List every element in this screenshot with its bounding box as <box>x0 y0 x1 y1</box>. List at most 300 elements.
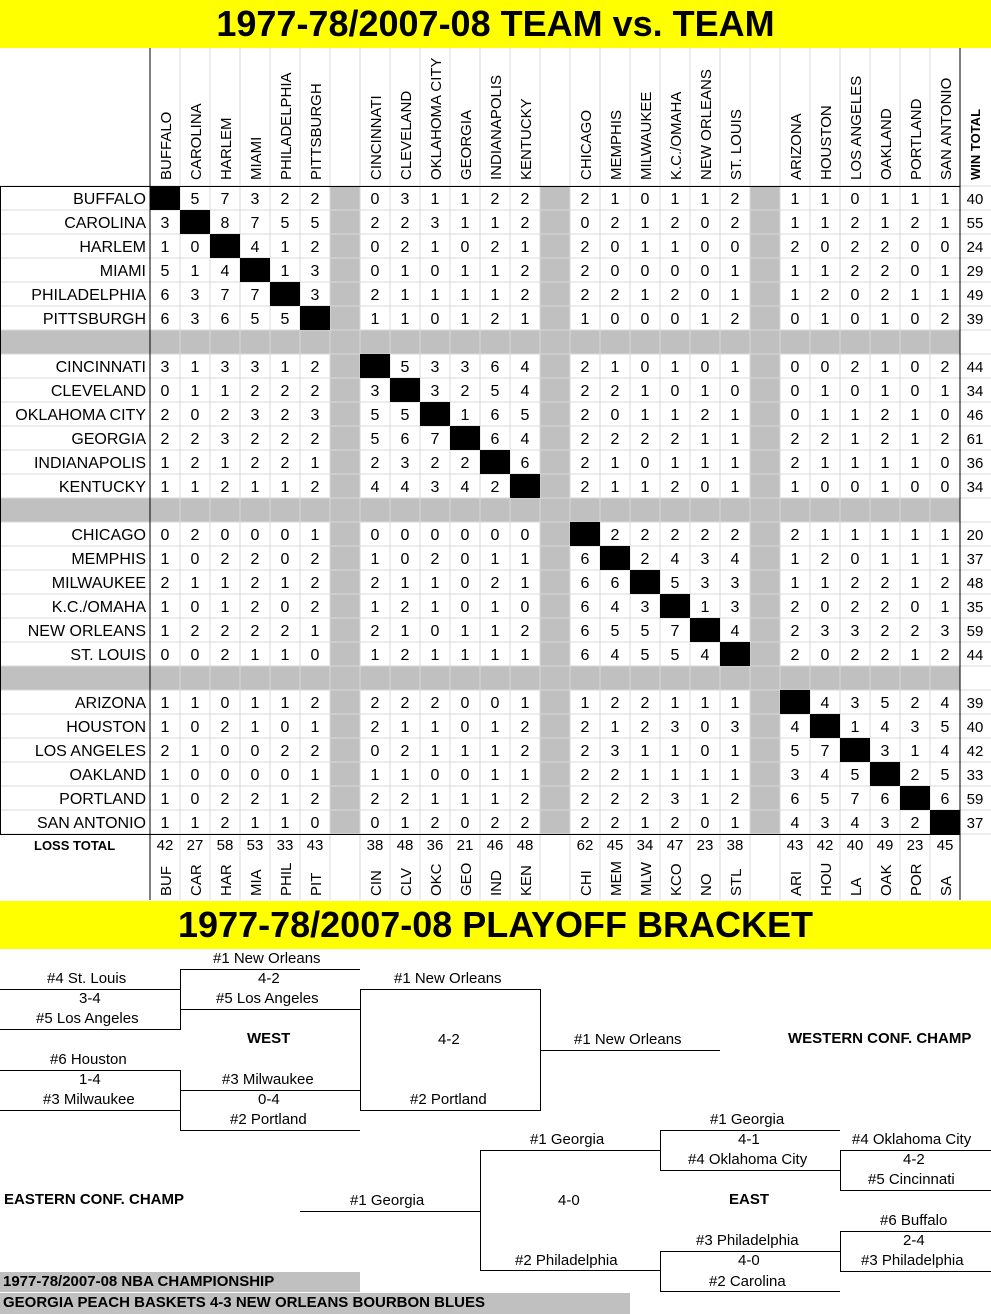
loss-total-value: 27 <box>186 837 204 854</box>
column-header-team: LOS ANGELES <box>848 75 865 180</box>
result-cell: 2 <box>580 239 590 256</box>
result-cell: 1 <box>640 215 650 232</box>
result-cell: 2 <box>580 719 590 736</box>
result-cell: 2 <box>790 623 800 640</box>
row-header-team: CAROLINA <box>64 215 146 232</box>
result-cell: 1 <box>400 623 410 640</box>
result-cell: 2 <box>310 383 320 400</box>
result-cell: 2 <box>880 287 890 304</box>
result-cell: 0 <box>850 383 860 400</box>
result-cell: 2 <box>250 431 260 448</box>
result-cell: 1 <box>280 263 290 280</box>
result-cell: 4 <box>520 359 530 376</box>
result-cell: 0 <box>670 263 680 280</box>
result-cell: 0 <box>160 527 170 544</box>
result-cell: 2 <box>670 527 680 544</box>
result-cell: 0 <box>940 479 950 496</box>
result-cell: 0 <box>910 479 920 496</box>
result-cell: 6 <box>400 431 410 448</box>
result-cell: 1 <box>730 455 740 472</box>
championship-title: 1977-78/2007-08 NBA CHAMPIONSHIP <box>0 1272 360 1292</box>
result-cell: 1 <box>310 767 320 784</box>
result-cell: 2 <box>640 431 650 448</box>
result-cell: 2 <box>310 239 320 256</box>
column-abbrev: KCO <box>668 863 685 896</box>
result-cell: 1 <box>940 551 950 568</box>
result-cell: 1 <box>640 407 650 424</box>
result-cell: 0 <box>370 743 380 760</box>
result-cell: 2 <box>820 551 830 568</box>
result-cell: 2 <box>790 647 800 664</box>
result-cell: 3 <box>700 575 710 592</box>
result-cell: 1 <box>490 263 500 280</box>
bracket-score: 4-0 <box>558 1192 580 1209</box>
result-cell: 0 <box>190 551 200 568</box>
east-label: EAST <box>729 1191 770 1208</box>
result-cell: 2 <box>400 239 410 256</box>
result-cell: 2 <box>160 431 170 448</box>
result-cell: 2 <box>610 815 620 832</box>
result-cell: 0 <box>220 527 230 544</box>
result-cell: 2 <box>730 311 740 328</box>
result-cell: 1 <box>940 263 950 280</box>
result-cell: 1 <box>610 359 620 376</box>
result-cell: 2 <box>280 407 290 424</box>
column-header-team: PITTSBURGH <box>308 83 325 180</box>
result-cell: 2 <box>370 623 380 640</box>
result-cell: 4 <box>610 647 620 664</box>
result-cell: 2 <box>850 575 860 592</box>
result-cell: 2 <box>310 695 320 712</box>
result-cell: 2 <box>580 407 590 424</box>
result-cell: 1 <box>880 455 890 472</box>
bracket-team: #6 Houston <box>50 1051 127 1068</box>
result-cell: 3 <box>790 767 800 784</box>
result-cell: 1 <box>850 431 860 448</box>
result-cell: 1 <box>370 767 380 784</box>
result-cell: 2 <box>790 431 800 448</box>
result-cell: 1 <box>730 743 740 760</box>
result-cell: 1 <box>490 767 500 784</box>
result-cell: 0 <box>700 359 710 376</box>
result-cell: 5 <box>370 431 380 448</box>
diagonal-cell <box>240 258 270 282</box>
column-abbrev: LA <box>848 877 865 896</box>
result-cell: 1 <box>430 287 440 304</box>
result-cell: 2 <box>940 359 950 376</box>
result-cell: 3 <box>430 383 440 400</box>
result-cell: 5 <box>670 647 680 664</box>
result-cell: 1 <box>490 719 500 736</box>
result-cell: 0 <box>850 551 860 568</box>
result-cell: 1 <box>700 311 710 328</box>
column-abbrev: SA <box>938 875 955 896</box>
result-cell: 3 <box>460 359 470 376</box>
loss-total-value: 21 <box>456 837 474 854</box>
result-cell: 2 <box>220 647 230 664</box>
result-cell: 1 <box>640 767 650 784</box>
diagonal-cell <box>420 402 450 426</box>
result-cell: 2 <box>610 287 620 304</box>
result-cell: 2 <box>520 215 530 232</box>
result-cell: 2 <box>880 599 890 616</box>
result-cell: 0 <box>370 815 380 832</box>
result-cell: 1 <box>220 575 230 592</box>
row-header-team: MILWAUKEE <box>51 575 146 592</box>
win-total-value: 44 <box>966 647 984 664</box>
result-cell: 1 <box>220 383 230 400</box>
result-cell: 2 <box>430 455 440 472</box>
result-cell: 2 <box>730 191 740 208</box>
result-cell: 3 <box>430 359 440 376</box>
result-cell: 0 <box>370 191 380 208</box>
column-header-team: OAKLAND <box>878 108 895 180</box>
result-cell: 0 <box>460 767 470 784</box>
result-cell: 1 <box>610 191 620 208</box>
result-cell: 1 <box>280 575 290 592</box>
result-cell: 1 <box>250 815 260 832</box>
result-cell: 3 <box>940 623 950 640</box>
result-cell: 1 <box>250 647 260 664</box>
result-cell: 1 <box>730 695 740 712</box>
result-cell: 2 <box>580 431 590 448</box>
win-total-value: 37 <box>966 551 984 568</box>
column-abbrev: MLW <box>638 862 655 896</box>
row-header-team: CHICAGO <box>71 527 146 544</box>
result-cell: 4 <box>520 431 530 448</box>
result-cell: 1 <box>400 263 410 280</box>
result-cell: 1 <box>220 455 230 472</box>
result-cell: 2 <box>910 695 920 712</box>
column-header-team: MILWAUKEE <box>638 91 655 180</box>
result-cell: 2 <box>310 575 320 592</box>
result-cell: 2 <box>490 575 500 592</box>
result-cell: 6 <box>160 287 170 304</box>
diagonal-cell <box>840 738 870 762</box>
result-cell: 2 <box>850 359 860 376</box>
result-cell: 1 <box>670 767 680 784</box>
result-cell: 1 <box>820 263 830 280</box>
result-cell: 1 <box>250 695 260 712</box>
result-cell: 5 <box>490 383 500 400</box>
result-cell: 1 <box>520 551 530 568</box>
result-cell: 2 <box>610 695 620 712</box>
diagonal-cell <box>300 306 330 330</box>
result-cell: 2 <box>310 479 320 496</box>
result-cell: 0 <box>700 239 710 256</box>
result-cell: 0 <box>190 767 200 784</box>
bracket-score: 3-4 <box>79 990 101 1007</box>
result-cell: 1 <box>160 695 170 712</box>
result-cell: 1 <box>670 743 680 760</box>
loss-total-value: 40 <box>846 837 864 854</box>
result-cell: 1 <box>730 815 740 832</box>
result-cell: 1 <box>490 215 500 232</box>
result-cell: 0 <box>610 311 620 328</box>
result-cell: 0 <box>190 599 200 616</box>
bracket-score: 4-2 <box>438 1031 460 1048</box>
result-cell: 1 <box>520 239 530 256</box>
result-cell: 3 <box>730 575 740 592</box>
row-header-team: CLEVELAND <box>50 383 146 400</box>
result-cell: 7 <box>220 287 230 304</box>
result-cell: 1 <box>400 311 410 328</box>
result-cell: 1 <box>940 215 950 232</box>
result-cell: 0 <box>670 311 680 328</box>
result-cell: 2 <box>400 215 410 232</box>
result-cell: 1 <box>640 383 650 400</box>
result-cell: 1 <box>280 479 290 496</box>
result-cell: 1 <box>160 623 170 640</box>
result-cell: 2 <box>190 455 200 472</box>
row-header-team: ST. LOUIS <box>70 647 146 664</box>
bracket-team: #1 Georgia <box>530 1131 605 1148</box>
diagonal-cell <box>780 690 810 714</box>
result-cell: 0 <box>820 239 830 256</box>
win-total-value: 39 <box>966 695 984 712</box>
bracket-team: #2 Portland <box>410 1091 487 1108</box>
bracket-score: 4-2 <box>903 1151 925 1168</box>
loss-total-label: LOSS TOTAL <box>34 838 116 853</box>
result-cell: 2 <box>610 791 620 808</box>
result-cell: 3 <box>220 359 230 376</box>
result-cell: 1 <box>940 383 950 400</box>
result-cell: 2 <box>580 287 590 304</box>
result-cell: 4 <box>610 599 620 616</box>
row-header-team: OAKLAND <box>69 767 146 784</box>
loss-total-value: 48 <box>516 837 534 854</box>
result-cell: 2 <box>790 527 800 544</box>
loss-total-value: 36 <box>426 837 444 854</box>
result-cell: 1 <box>370 311 380 328</box>
result-cell: 2 <box>250 599 260 616</box>
result-cell: 2 <box>520 719 530 736</box>
result-cell: 1 <box>160 551 170 568</box>
result-cell: 1 <box>820 527 830 544</box>
win-total-value: 39 <box>966 311 984 328</box>
west-label: WEST <box>247 1030 291 1047</box>
result-cell: 2 <box>250 791 260 808</box>
result-cell: 1 <box>520 695 530 712</box>
result-cell: 0 <box>400 527 410 544</box>
row-header-team: MEMPHIS <box>71 551 146 568</box>
bracket-score: 2-4 <box>903 1232 925 1249</box>
result-cell: 1 <box>880 311 890 328</box>
result-cell: 2 <box>490 239 500 256</box>
result-cell: 3 <box>880 815 890 832</box>
row-header-team: OKLAHOMA CITY <box>15 407 146 424</box>
result-cell: 0 <box>460 719 470 736</box>
column-abbrev: ARI <box>788 870 805 896</box>
result-cell: 3 <box>220 431 230 448</box>
result-cell: 5 <box>940 767 950 784</box>
loss-total-value: 43 <box>306 837 324 854</box>
result-cell: 1 <box>220 599 230 616</box>
result-cell: 0 <box>190 407 200 424</box>
column-abbrev: CLV <box>398 867 415 896</box>
result-cell: 2 <box>160 743 170 760</box>
result-cell: 1 <box>910 743 920 760</box>
result-cell: 0 <box>220 695 230 712</box>
result-cell: 2 <box>220 791 230 808</box>
result-cell: 1 <box>370 599 380 616</box>
result-cell: 3 <box>850 623 860 640</box>
result-cell: 4 <box>370 479 380 496</box>
loss-total-value: 45 <box>936 837 954 854</box>
loss-total-value: 34 <box>636 837 654 854</box>
result-cell: 2 <box>370 215 380 232</box>
bracket-score: 4-2 <box>258 970 280 987</box>
result-cell: 0 <box>910 263 920 280</box>
result-cell: 4 <box>790 719 800 736</box>
row-header-team: LOS ANGELES <box>34 743 146 760</box>
result-cell: 2 <box>670 479 680 496</box>
result-cell: 2 <box>820 431 830 448</box>
loss-total-value: 23 <box>906 837 924 854</box>
row-header-team: BUFFALO <box>73 191 146 208</box>
result-cell: 2 <box>940 311 950 328</box>
result-cell: 4 <box>460 479 470 496</box>
result-cell: 0 <box>520 527 530 544</box>
result-cell: 4 <box>400 479 410 496</box>
bracket-score: 4-1 <box>738 1131 760 1148</box>
column-abbrev: IND <box>488 870 505 896</box>
result-cell: 1 <box>430 791 440 808</box>
result-cell: 3 <box>310 263 320 280</box>
result-cell: 6 <box>580 575 590 592</box>
page-title: 1977-78/2007-08 TEAM vs. TEAM <box>0 0 991 48</box>
result-cell: 2 <box>580 479 590 496</box>
diagonal-cell <box>510 474 540 498</box>
result-cell: 2 <box>940 575 950 592</box>
result-cell: 1 <box>670 239 680 256</box>
result-cell: 1 <box>910 407 920 424</box>
result-cell: 1 <box>610 479 620 496</box>
result-cell: 7 <box>670 623 680 640</box>
result-cell: 1 <box>520 311 530 328</box>
column-abbrev: MIA <box>248 869 265 896</box>
result-cell: 0 <box>730 383 740 400</box>
result-cell: 1 <box>370 647 380 664</box>
result-cell: 5 <box>400 359 410 376</box>
result-cell: 0 <box>280 527 290 544</box>
result-cell: 2 <box>850 263 860 280</box>
loss-total-value: 62 <box>576 837 594 854</box>
result-cell: 2 <box>700 527 710 544</box>
bracket-team: #5 Los Angeles <box>216 990 319 1007</box>
result-cell: 6 <box>610 575 620 592</box>
result-cell: 1 <box>820 311 830 328</box>
result-cell: 2 <box>370 695 380 712</box>
result-cell: 0 <box>490 695 500 712</box>
result-cell: 2 <box>220 719 230 736</box>
result-cell: 1 <box>820 407 830 424</box>
result-cell: 2 <box>280 455 290 472</box>
column-abbrev: PIT <box>308 872 325 896</box>
result-cell: 1 <box>880 527 890 544</box>
result-cell: 1 <box>460 623 470 640</box>
result-cell: 2 <box>940 647 950 664</box>
column-abbrev: CIN <box>368 870 385 896</box>
loss-total-value: 42 <box>156 837 174 854</box>
result-cell: 2 <box>490 479 500 496</box>
result-cell: 2 <box>190 431 200 448</box>
result-cell: 1 <box>490 287 500 304</box>
result-cell: 1 <box>490 647 500 664</box>
result-cell: 2 <box>370 719 380 736</box>
result-cell: 2 <box>670 215 680 232</box>
column-abbrev: STL <box>728 868 745 896</box>
result-cell: 1 <box>730 359 740 376</box>
result-cell: 0 <box>640 311 650 328</box>
result-cell: 1 <box>820 455 830 472</box>
result-cell: 1 <box>520 575 530 592</box>
result-cell: 1 <box>460 791 470 808</box>
result-cell: 1 <box>250 479 260 496</box>
result-cell: 0 <box>610 239 620 256</box>
result-cell: 0 <box>610 407 620 424</box>
result-cell: 0 <box>850 191 860 208</box>
result-cell: 1 <box>400 719 410 736</box>
result-cell: 2 <box>370 791 380 808</box>
result-cell: 0 <box>820 647 830 664</box>
column-abbrev: KEN <box>518 865 535 896</box>
result-cell: 0 <box>280 599 290 616</box>
result-cell: 1 <box>790 215 800 232</box>
diagonal-cell <box>360 354 390 378</box>
result-cell: 2 <box>610 431 620 448</box>
result-cell: 0 <box>580 215 590 232</box>
bracket-team: #3 Milwaukee <box>222 1071 314 1088</box>
result-cell: 3 <box>670 791 680 808</box>
result-cell: 2 <box>850 599 860 616</box>
result-cell: 3 <box>610 743 620 760</box>
column-abbrev: OAK <box>878 864 895 896</box>
result-cell: 1 <box>160 479 170 496</box>
result-cell: 2 <box>220 407 230 424</box>
result-cell: 2 <box>250 623 260 640</box>
result-cell: 5 <box>370 407 380 424</box>
result-cell: 0 <box>640 359 650 376</box>
result-cell: 2 <box>880 407 890 424</box>
result-cell: 1 <box>190 575 200 592</box>
result-cell: 1 <box>430 647 440 664</box>
result-cell: 3 <box>640 599 650 616</box>
result-cell: 1 <box>160 599 170 616</box>
result-cell: 1 <box>460 191 470 208</box>
result-cell: 2 <box>520 791 530 808</box>
column-header-team: KENTUCKY <box>518 98 535 180</box>
result-cell: 0 <box>160 383 170 400</box>
result-cell: 5 <box>820 791 830 808</box>
result-cell: 2 <box>220 623 230 640</box>
result-cell: 1 <box>160 239 170 256</box>
result-cell: 4 <box>220 263 230 280</box>
row-header-team: KENTUCKY <box>58 479 146 496</box>
column-header-team: HARLEM <box>218 117 235 180</box>
result-cell: 2 <box>580 815 590 832</box>
win-total-value: 29 <box>966 263 984 280</box>
result-cell: 1 <box>490 551 500 568</box>
result-cell: 2 <box>370 455 380 472</box>
result-cell: 2 <box>880 623 890 640</box>
loss-total-value: 23 <box>696 837 714 854</box>
row-header-team: MIAMI <box>99 263 146 280</box>
result-cell: 2 <box>790 239 800 256</box>
result-cell: 3 <box>400 455 410 472</box>
result-cell: 5 <box>280 215 290 232</box>
result-cell: 0 <box>730 239 740 256</box>
